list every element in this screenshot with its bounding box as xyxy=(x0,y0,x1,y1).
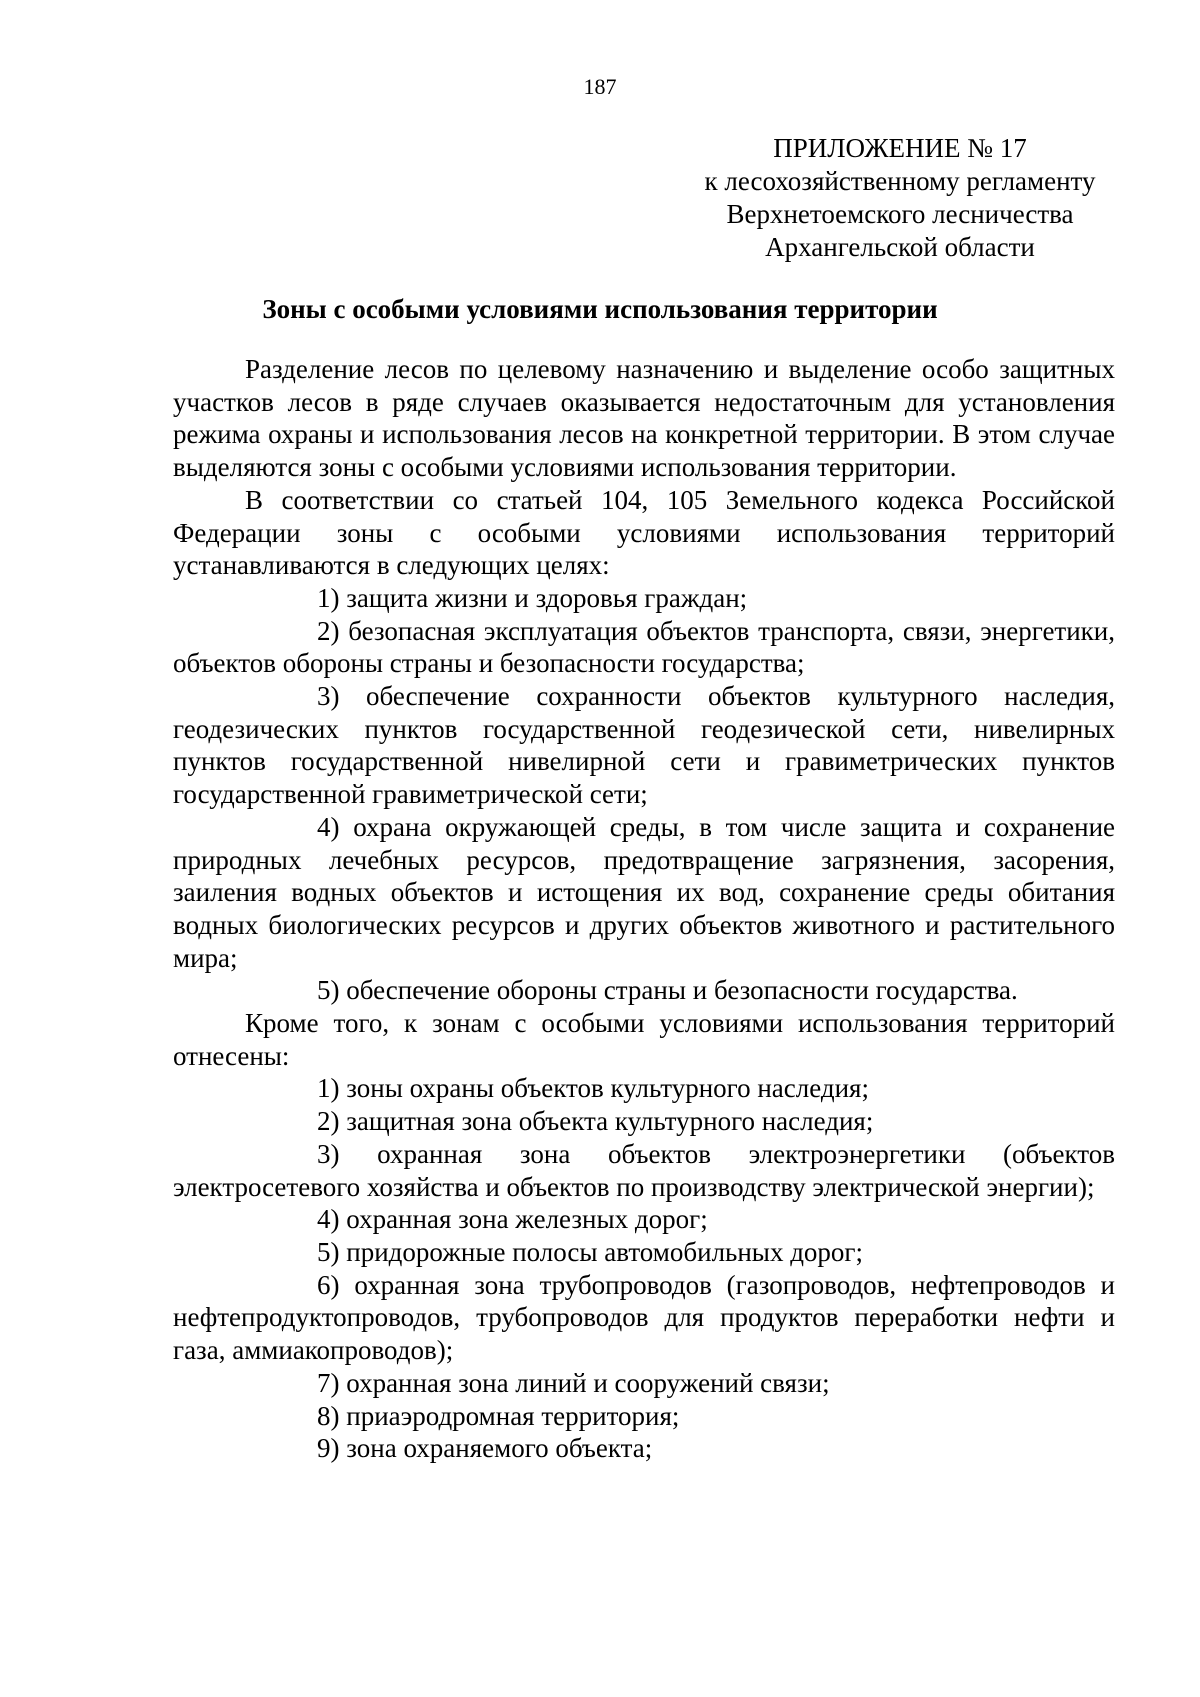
list-item xyxy=(173,1269,1115,1367)
list-item-number: 5) xyxy=(317,1236,340,1267)
list-item-number: 1) xyxy=(317,582,340,613)
list-item-number: 9) xyxy=(317,1433,340,1464)
list-item xyxy=(173,1432,1115,1465)
zones-intro-paragraph: Кроме того, к зонам с особыми условиями использования территорий отнесены: xyxy=(173,1008,1115,1071)
zones-list xyxy=(173,1072,1115,1464)
list-item-number: 7) xyxy=(317,1367,340,1398)
appendix-line-2: к лесохозяйственному регламенту xyxy=(704,166,1096,196)
list-item-number: 5) xyxy=(317,975,340,1006)
list-item-number: 4) xyxy=(317,1204,340,1235)
list-item xyxy=(173,811,1115,975)
list-item-text: охранная зона объектов электроэнергетики (объектов электросетевого хозяйства и объектов по производству электрической энергии); xyxy=(173,1138,1115,1202)
list-item xyxy=(173,1367,1115,1400)
list-item-text: охранная зона трубопроводов (газопроводов, нефтепроводов и нефтепродуктопроводов, трубопроводов для продуктов переработки нефти и газа, аммиакопроводов); xyxy=(173,1269,1116,1366)
appendix-line-1: ПРИЛОЖЕНИЕ № 17 xyxy=(773,133,1027,163)
list-item-number: 8) xyxy=(317,1400,340,1431)
list-item xyxy=(173,1203,1115,1236)
list-item-text: приаэродромная территория; xyxy=(346,1400,680,1431)
appendix-line-3: Верхнетоемского лесничества xyxy=(726,199,1074,229)
list-item-number: 6) xyxy=(317,1269,340,1300)
list-item xyxy=(173,582,1115,615)
document-body xyxy=(173,353,1115,1465)
list-item-text: зоны охраны объектов культурного наследия; xyxy=(346,1073,869,1104)
list-item xyxy=(173,1400,1115,1433)
appendix-line-4: Архангельской области xyxy=(765,232,1035,262)
list-item xyxy=(173,974,1115,1007)
list-item-text: придорожные полосы автомобильных дорог; xyxy=(346,1236,864,1267)
list-item-number: 1) xyxy=(317,1073,340,1104)
list-item xyxy=(173,1138,1115,1203)
list-item xyxy=(173,615,1115,680)
list-item-text: защитная зона объекта культурного наследия; xyxy=(346,1106,874,1137)
intro-paragraph-1: Разделение лесов по целевому назначению и выделение особо защитных участков лесов в ряде случаев оказывается недостаточным для установления режима охраны и использования лесов на конкретной территории. В этом случае выделяются зоны с особыми условиями использования территории. xyxy=(173,354,1115,483)
page-number: 187 xyxy=(583,74,617,99)
list-item xyxy=(173,680,1115,811)
list-item xyxy=(173,1236,1115,1269)
list-item-text: охранная зона линий и сооружений связи; xyxy=(346,1367,830,1398)
list-item-text: обеспечение обороны страны и безопасности государства. xyxy=(346,975,1018,1006)
list-item-number: 2) xyxy=(317,1106,340,1137)
intro-paragraph-2: В соответствии со статьей 104, 105 Земельного кодекса Российской Федерации зоны с особыми условиями использования территорий устанавливаются в следующих целях: xyxy=(173,484,1115,581)
list-item-text: защита жизни и здоровья граждан; xyxy=(346,582,748,613)
list-item-text: охранная зона железных дорог; xyxy=(346,1204,708,1235)
appendix-header xyxy=(690,132,1110,264)
list-item-number: 4) xyxy=(317,811,340,842)
document-title: Зоны с особыми условиями использования территории xyxy=(262,294,938,324)
list-item-text: охрана окружающей среды, в том числе защита и сохранение природных лечебных ресурсов, предотвращение загрязнения, засорения, заиления водных объектов и истощения их вод, сохранение среды обитания водных биологических ресурсов и других объектов животного и растительного мира; xyxy=(173,811,1116,973)
list-item-text: безопасная эксплуатация объектов транспорта, связи, энергетики, объектов обороны страны и безопасности государства; xyxy=(173,615,1115,679)
list-item-number: 3) xyxy=(317,681,340,712)
goals-list xyxy=(173,582,1115,1007)
list-item-number: 2) xyxy=(317,615,340,646)
list-item-text: обеспечение сохранности объектов культурного наследия, геодезических пунктов государственной геодезической сети, нивелирных пунктов государственной нивелирной сети и гравиметрических пунктов государственной гравиметрической сети; xyxy=(173,681,1115,810)
list-item-text: зона охраняемого объекта; xyxy=(346,1433,653,1464)
list-item xyxy=(173,1105,1115,1138)
list-item xyxy=(173,1072,1115,1105)
list-item-number: 3) xyxy=(317,1138,340,1169)
